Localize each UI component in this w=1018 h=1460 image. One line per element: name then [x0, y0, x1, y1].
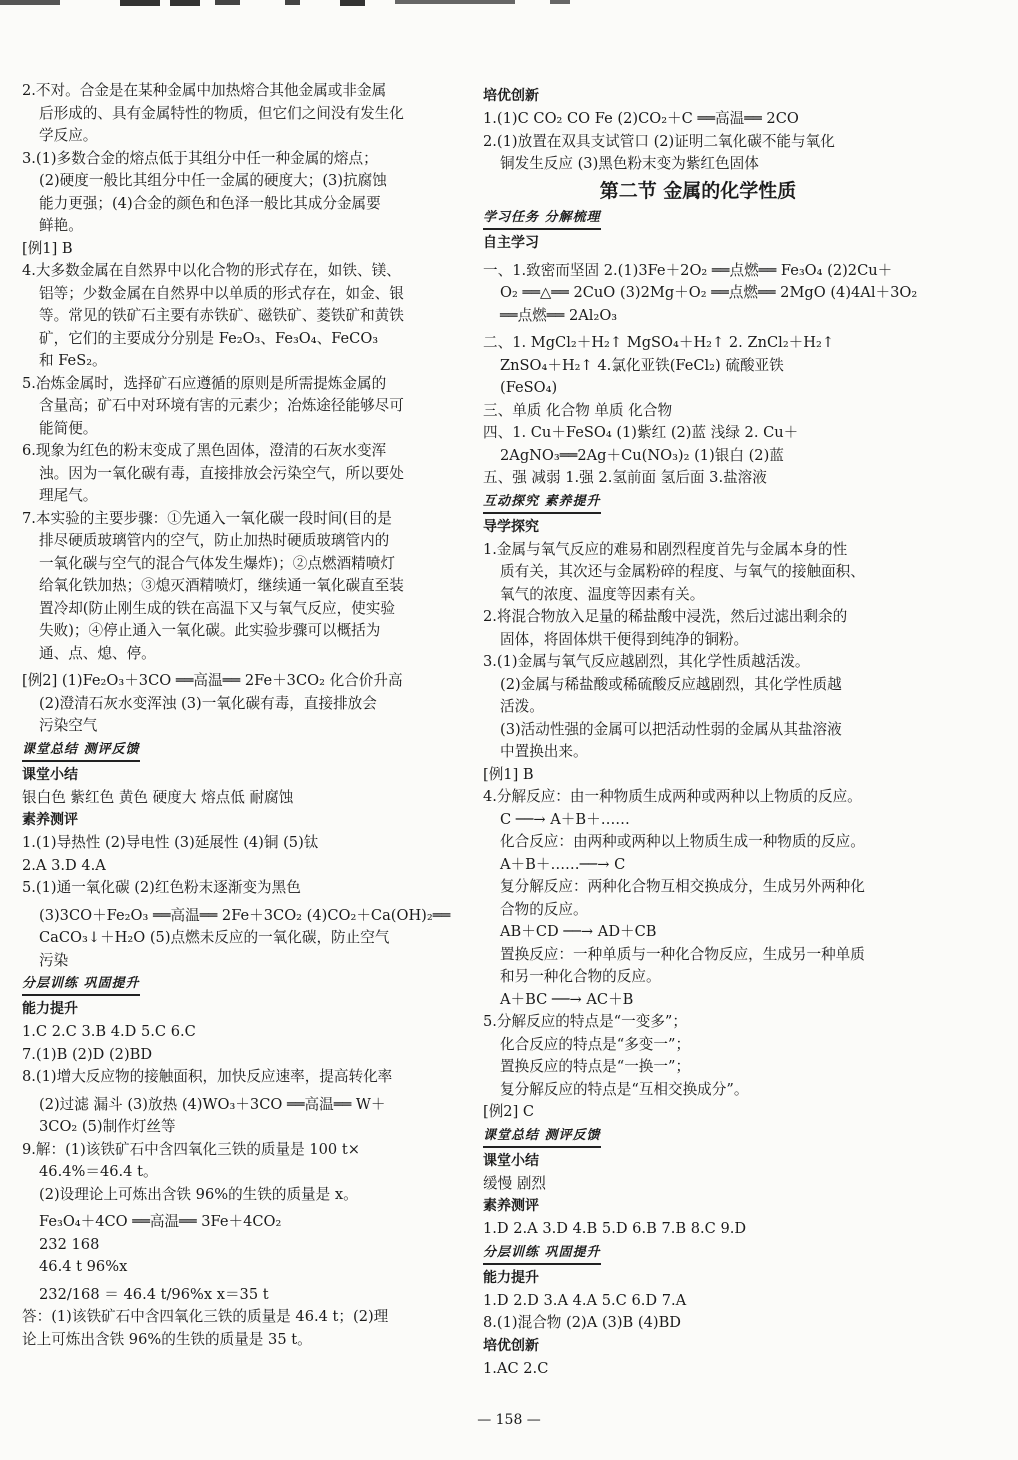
text-line: [例2] (1)Fe₂O₃＋3CO ══高温══ 2Fe＋3CO₂ 化合价升高	[22, 672, 403, 689]
text-line: 排尽硬质玻璃管内的空气，防止加热时硬质玻璃管内的	[39, 532, 390, 549]
section-heading: 课堂小结	[22, 766, 78, 783]
section-heading: 导学探究	[483, 518, 539, 535]
text-line: ══点燃══ 2Al₂O₃	[500, 306, 618, 324]
text-line: 3.(1)金属与氧气反应越剧烈，其化学性质越活泼。	[483, 653, 810, 670]
page-number: — 158 —	[477, 1412, 541, 1428]
section-heading: 能力提升	[22, 1001, 78, 1017]
text-line: 2AgNO₃══2Ag＋Cu(NO₃)₂ (1)银白 (2)蓝	[500, 446, 784, 464]
text-line: 1.D 2.D 3.A 4.A 5.C 6.D 7.A	[483, 1291, 687, 1309]
text-line: 8.(1)混合物 (2)A (3)B (4)BD	[483, 1314, 681, 1331]
text-line: 铜发生反应 (3)黑色粉末变为紫红色固体	[500, 155, 759, 172]
text-line: 4.分解反应：由一种物质生成两种或两种以上物质的反应。	[483, 788, 862, 805]
text-line: 中置换出来。	[500, 743, 588, 760]
text-line: 污染空气	[39, 717, 98, 734]
text-line: 答：(1)该铁矿石中含四氧化三铁的质量是 46.4 t；(2)理	[22, 1308, 389, 1325]
text-line: 复分解反应的特点是“互相交换成分”。	[500, 1080, 749, 1098]
text-line: 46.4 t 96%x	[39, 1258, 128, 1275]
section-banner-row	[22, 738, 454, 764]
section-banner: 课堂总结 测评反馈	[483, 1126, 601, 1148]
text-line: 能简便。	[39, 419, 98, 437]
text-line: O₂ ══△══ 2CuO (3)2Mg＋O₂ ══点燃══ 2MgO (4)4Al＋3O₂	[500, 284, 918, 301]
text-line: 7.(1)B (2)D (2)BD	[22, 1045, 153, 1063]
text-line: 复分解反应：两种化合物互相交换成分，生成另外两种化	[500, 878, 865, 895]
text-line: 活泼。	[500, 698, 544, 715]
section-heading: 培优创新	[483, 88, 539, 104]
section-heading: 能力提升	[483, 1269, 539, 1286]
text-line: 质有关，其次还与金属粉碎的程度、与氧气的接触面积、	[500, 563, 865, 580]
section-heading: 素养测评	[483, 1198, 539, 1214]
text-line: 4.大多数金属在自然界中以化合物的形式存在，如铁、镁、	[22, 262, 401, 279]
section-banner: 分层训练 巩固提升	[22, 974, 140, 996]
text-line: 5.分解反应的特点是“一变多”；	[483, 1013, 687, 1030]
text-line: 232 168	[39, 1235, 100, 1253]
section-banner: 课堂总结 测评反馈	[22, 740, 140, 762]
text-line: 5.(1)通一氧化碳 (2)红色粉末逐渐变为黑色	[22, 879, 301, 896]
text-line: ZnSO₄＋H₂↑ 4.氯化亚铁(FeCl₂) 硫酸亚铁	[500, 356, 784, 374]
text-line: 合物的反应。	[500, 900, 588, 918]
text-line: 化合反应：由两种或两种以上物质生成一种物质的反应。	[500, 833, 865, 850]
text-line: 8.(1)增大反应物的接触面积，加快反应速率，提高转化率	[22, 1068, 393, 1085]
text-line: CaCO₃↓＋H₂O (5)点燃未反应的一氧化碳，防止空气	[39, 929, 390, 946]
section-heading: 素养测评	[22, 812, 78, 828]
text-line: 失败)；④停止通入一氧化碳。此实验步骤可以概括为	[39, 622, 381, 639]
text-line: 1.D 2.A 3.D 4.B 5.D 6.B 7.B 8.C 9.D	[483, 1220, 747, 1237]
section-banner: 分层训练 巩固提升	[483, 1243, 601, 1265]
text-line: 通、点、熄、停。	[39, 644, 156, 662]
text-line: 3.(1)多数合金的熔点低于其组分中任一种金属的熔点；	[22, 149, 378, 167]
text-line: A＋B＋……──→ C	[500, 855, 626, 873]
text-line: 和 FeS₂。	[39, 352, 107, 369]
section-banner-row	[483, 206, 913, 232]
text-line: 置冷却(防止刚生成的铁在高温下又与氧气反应，使实验	[39, 599, 395, 617]
text-line: 化合反应的特点是“多变一”；	[500, 1035, 691, 1053]
section-banner: 学习任务 分解梳理	[483, 208, 601, 230]
text-line: 1.C 2.C 3.B 4.D 5.C 6.C	[22, 1023, 196, 1040]
text-line: 1.(1)C CO₂ CO Fe (2)CO₂＋C ══高温══ 2CO	[483, 110, 799, 127]
text-line: (3)3CO＋Fe₂O₃ ══高温══ 2Fe＋3CO₂ (4)CO₂＋Ca(OH)₂══	[39, 906, 451, 924]
text-line: 固体，将固体烘干便得到纯净的铜粉。	[500, 630, 749, 648]
text-line: (2)澄清石灰水变浑浊 (3)一氧化碳有毒，直接排放会	[39, 694, 377, 712]
section-banner-row	[483, 490, 913, 516]
text-line: 9.解：(1)该铁矿石中含四氧化三铁的质量是 100 t×	[22, 1140, 360, 1158]
text-line: (2)金属与稀盐酸或稀硫酸反应越剧烈，其化学性质越	[500, 675, 842, 693]
text-line: 银白色 紫红色 黄色 硬度大 熔点低 耐腐蚀	[22, 788, 294, 806]
text-line: 氧气的浓度、温度等因素有关。	[500, 585, 705, 603]
text-line: 理尾气。	[39, 487, 98, 504]
text-line: (3)活动性强的金属可以把活动性弱的金属从其盐溶液	[500, 720, 842, 738]
section-banner: 互动探究 素养提升	[483, 492, 601, 514]
text-line: 含量高；矿石中对环境有害的元素少；冶炼途径能够尽可	[39, 397, 404, 414]
text-line: 四、1. Cu＋FeSO₄ (1)紫红 (2)蓝 浅绿 2. Cu＋	[483, 424, 799, 441]
text-line: 鲜艳。	[39, 217, 83, 234]
text-line: 6.现象为红色的粉末变成了黑色固体，澄清的石灰水变浑	[22, 442, 387, 459]
section-banner-row	[483, 1124, 913, 1150]
text-line: 浊。因为一氧化碳有毒，直接排放会污染空气，所以要处	[39, 464, 404, 482]
text-line: (2)硬度一般比其组分中任一金属的硬度大；(3)抗腐蚀	[39, 172, 387, 189]
text-line: 3CO₂ (5)制作灯丝等	[39, 1118, 176, 1135]
text-line: [例1] B	[483, 765, 534, 783]
text-line: 和另一种化合物的反应。	[500, 968, 661, 985]
text-line: A＋BC ──→ AC＋B	[500, 990, 634, 1008]
text-line: 232/168 ＝ 46.4 t/96%x x＝35 t	[39, 1285, 269, 1303]
text-line: 一、1.致密而坚固 2.(1)3Fe＋2O₂ ══点燃══ Fe₃O₄ (2)2Cu＋	[483, 261, 893, 279]
right-column	[483, 85, 918, 1380]
text-line: 学反应。	[39, 127, 98, 144]
text-line: 后形成的、具有金属特性的物质，但它们之间没有发生化	[39, 104, 404, 122]
text-line: 能力更强；(4)合金的颜色和色泽一般比其成分金属要	[39, 194, 381, 212]
text-line: 给氧化铁加热；③熄灭酒精喷灯，继续通一氧化碳直至装	[39, 577, 404, 594]
text-line: 2.(1)放置在双具支试管口 (2)证明二氧化碳不能与氧化	[483, 132, 835, 150]
text-line: 二、1. MgCl₂＋H₂↑ MgSO₄＋H₂↑ 2. ZnCl₂＋H₂↑	[483, 334, 835, 351]
text-line: 1.(1)导热性 (2)导电性 (3)延展性 (4)铜 (5)钛	[22, 834, 319, 851]
text-line: 置换反应的特点是“一换一”；	[500, 1058, 691, 1075]
text-line: 污染	[39, 951, 69, 969]
left-column	[22, 80, 454, 1351]
scan-edge-marks	[0, 0, 1018, 14]
text-line: [例2] C	[483, 1103, 535, 1120]
chapter-title: 第二节 金属的化学性质	[599, 179, 797, 202]
text-line: AB＋CD ──→ AD＋CB	[500, 923, 657, 940]
section-heading: 课堂小结	[483, 1152, 539, 1169]
text-line: [例1] B	[22, 239, 73, 257]
text-line: 五、强 减弱 1.强 2.氢前面 氢后面 3.盐溶液	[483, 469, 767, 486]
text-line: 论上可炼出含铁 96%的生铁的质量是 35 t。	[22, 1330, 312, 1348]
text-line: C ──→ A＋B＋……	[500, 810, 630, 828]
text-line: (FeSO₄)	[500, 379, 558, 396]
text-line: 一氧化碳与空气的混合气体发生爆炸)；②点燃酒精喷灯	[39, 554, 395, 572]
text-line: 1.AC 2.C	[483, 1359, 549, 1377]
text-line: (2)过滤 漏斗 (3)放热 (4)WO₃＋3CO ══高温══ W＋	[39, 1095, 386, 1113]
text-line: 三、单质 化合物 单质 化合物	[483, 401, 673, 419]
text-line: 5.冶炼金属时，选择矿石应遵循的原则是所需提炼金属的	[22, 374, 387, 392]
text-line: 2.A 3.D 4.A	[22, 856, 106, 874]
text-line: 2.不对。合金是在某种金属中加热熔合其他金属或非金属	[22, 82, 387, 99]
text-line: 7.本实验的主要步骤：①先通入一氧化碳一段时间(目的是	[22, 509, 392, 527]
text-line: 置换反应：一种单质与一种化合物反应，生成另一种单质	[500, 945, 865, 963]
text-line: (2)设理论上可炼出含铁 96%的生铁的质量是 x。	[39, 1185, 358, 1203]
text-line: Fe₃O₄＋4CO ══高温══ 3Fe＋4CO₂	[39, 1213, 282, 1230]
section-banner-row	[483, 1241, 913, 1267]
text-line: 缓慢 剧烈	[483, 1174, 547, 1192]
text-line: 等。常见的铁矿石主要有赤铁矿、磁铁矿、菱铁矿和黄铁	[39, 307, 404, 324]
section-banner-row	[22, 972, 454, 998]
section-heading: 培优创新	[483, 1337, 539, 1354]
text-line: 2.将混合物放入足量的稀盐酸中浸洗，然后过滤出剩余的	[483, 608, 848, 625]
text-line: 46.4%＝46.4 t。	[39, 1163, 158, 1180]
text-line: 1.金属与氧气反应的难易和剧烈程度首先与金属本身的性	[483, 540, 848, 558]
section-heading: 自主学习	[483, 234, 539, 251]
text-line: 矿，它们的主要成分分别是 Fe₂O₃、Fe₃O₄、FeCO₃	[39, 329, 379, 347]
text-line: 铝等；少数金属在自然界中以单质的形式存在，如金、银	[39, 284, 404, 302]
